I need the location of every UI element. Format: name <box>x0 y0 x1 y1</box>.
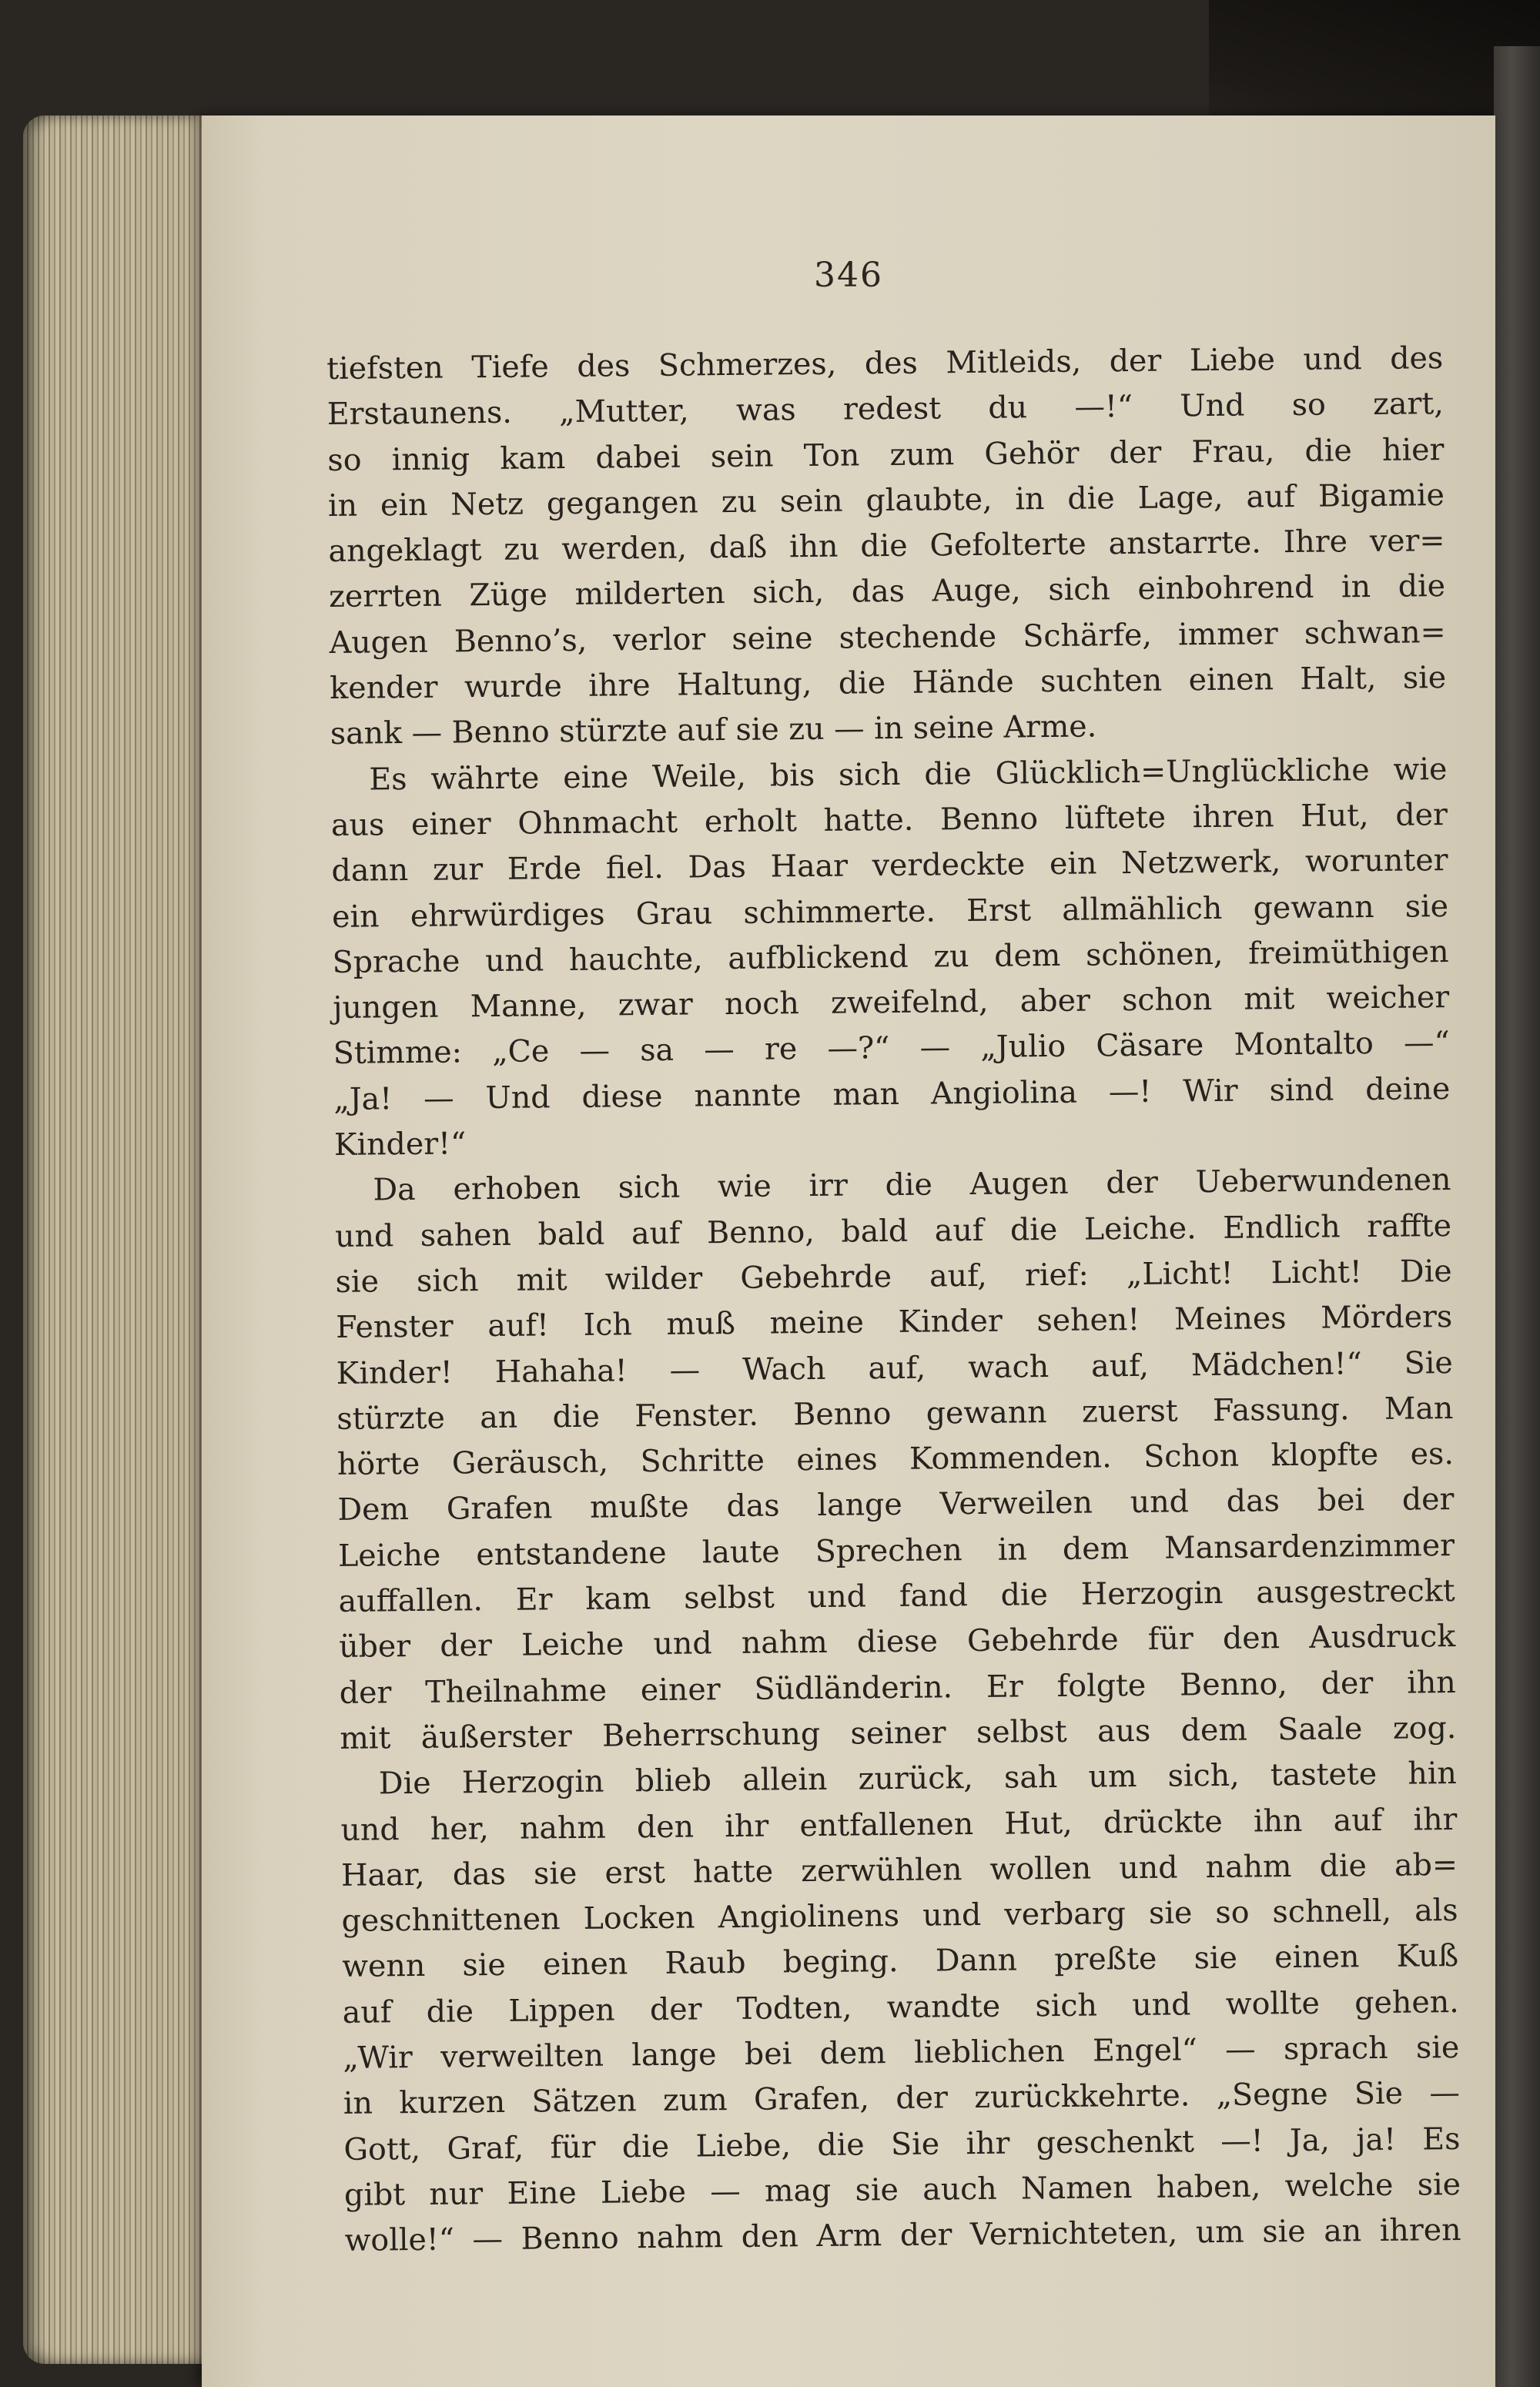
text-line: Sprache und hauchte, aufblickend zu dem schönen, freimüthigen <box>332 933 1449 980</box>
text-line: ein ehrwürdiges Grau schimmerte. Erst allmählich gewann sie <box>331 888 1449 935</box>
text-line: mit äußerster Beherrschung seiner selbst aus dem Saale zog. <box>340 1709 1457 1756</box>
book-binding-edge <box>1494 46 1540 2387</box>
text-line: über der Leiche und nahm diese Gebehrde für den Ausdruck <box>338 1619 1456 1666</box>
text-line: Da erhoben sich wie irr die Augen der Ueberwundenen <box>373 1162 1451 1208</box>
text-line: „Ja! — Und diese nannte man Angiolina —! Wir sind deine <box>333 1070 1451 1117</box>
body-text <box>326 336 1461 2264</box>
text-line: in ein Netz gegangen zu sein glaubte, in die Lage, auf Bigamie <box>327 477 1445 524</box>
text-line: Erstaunens. „Mutter, was redest du —!“ Und so zart, <box>326 386 1445 433</box>
text-line: sie sich mit wilder Gebehrde auf, rief: „Licht! Licht! Die <box>335 1253 1452 1300</box>
text-line: Kinder! Hahaha! — Wach auf, wach auf, Mädchen!“ Sie <box>336 1344 1453 1391</box>
text-line: Dem Grafen mußte das lange Verweilen und das bei der <box>337 1481 1455 1528</box>
text-line: jungen Manne, zwar noch zweifelnd, aber schon mit weicher <box>333 979 1450 1026</box>
text-line: tiefsten Tiefe des Schmerzes, des Mitleids, der Liebe und des <box>326 340 1444 387</box>
text-line: dann zur Erde fiel. Das Haar verdeckte ein Netzwerk, worunter <box>331 842 1448 889</box>
text-line: wolle!“ — Benno nahm den Arm der Vernichteten, um sie an ihren <box>344 2212 1461 2259</box>
text-line: hörte Geräusch, Schritte eines Kommenden. Schon klopfte es. <box>336 1436 1455 1483</box>
text-line: Leiche entstandene laute Sprechen in dem Mansardenzimmer <box>337 1527 1455 1574</box>
text-line: gibt nur Eine Liebe — mag sie auch Namen haben, welche sie <box>343 2166 1461 2213</box>
text-line: Es währte eine Weile, bis sich die Glücklich=Unglückliche wie <box>369 751 1448 798</box>
text-line: Augen Benno’s, verlor seine stechende Schärfe, immer schwan= <box>329 614 1446 661</box>
text-line: so innig kam dabei sein Ton zum Gehör der Frau, die hier <box>327 431 1445 478</box>
book-page <box>202 116 1495 2387</box>
text-line: und sahen bald auf Benno, bald auf die Leiche. Endlich raffte <box>334 1207 1452 1254</box>
text-line: geschnittenen Locken Angiolinens und verbarg sie so schnell, als <box>341 1893 1458 1939</box>
page-number: 346 <box>814 256 883 295</box>
text-line: Haar, das sie erst hatte zerwühlen wollen und nahm die ab= <box>340 1846 1458 1893</box>
text-line: aus einer Ohnmacht erholt hatte. Benno lüftete ihren Hut, der <box>330 797 1448 843</box>
text-line: „Wir verweilten lange bei dem lieblichen Engel“ — sprach sie <box>343 2029 1460 2076</box>
text-line: auf die Lippen der Todten, wandte sich und wollte gehen. <box>342 1984 1459 2030</box>
text-line: und her, nahm den ihr entfallenen Hut, drückte ihn auf ihr <box>340 1801 1458 1848</box>
text-line: Die Herzogin blieb allein zurück, sah um sich, tastete hin <box>378 1756 1458 1802</box>
text-line: auffallen. Er kam selbst und fand die Herzogin ausgestreckt <box>338 1573 1455 1619</box>
text-line: der Theilnahme einer Südländerin. Er folgte Benno, der ihn <box>339 1664 1456 1711</box>
text-line: Stimme: „Ce — sa — re —?“ — „Julio Cäsare Montalto —“ <box>333 1025 1450 1072</box>
text-line: Kinder!“ <box>333 1126 467 1163</box>
text-line: sank — Benno stürzte auf sie zu — in seine Arme. <box>330 708 1097 752</box>
text-line: Gott, Graf, für die Liebe, die Sie ihr geschenkt —! Ja, ja! Es <box>343 2121 1461 2168</box>
text-line: in kurzen Sätzen zum Grafen, der zurückkehrte. „Segne Sie — <box>343 2075 1461 2122</box>
text-line: stürzte an die Fenster. Benno gewann zuerst Fassung. Man <box>336 1390 1454 1437</box>
text-line: Fenster auf! Ich muß meine Kinder sehen! Meines Mörders <box>336 1299 1453 1346</box>
text-line: kender wurde ihre Haltung, die Hände suchten einen Halt, sie <box>330 660 1447 707</box>
text-line: angeklagt zu werden, daß ihn die Gefolterte anstarrte. Ihre ver= <box>328 523 1445 570</box>
stacked-page-edges <box>23 116 216 2364</box>
text-line: wenn sie einen Raub beging. Dann preßte sie einen Kuß <box>341 1938 1459 1985</box>
text-line: zerrten Züge milderten sich, das Auge, sich einbohrend in die <box>328 568 1446 615</box>
